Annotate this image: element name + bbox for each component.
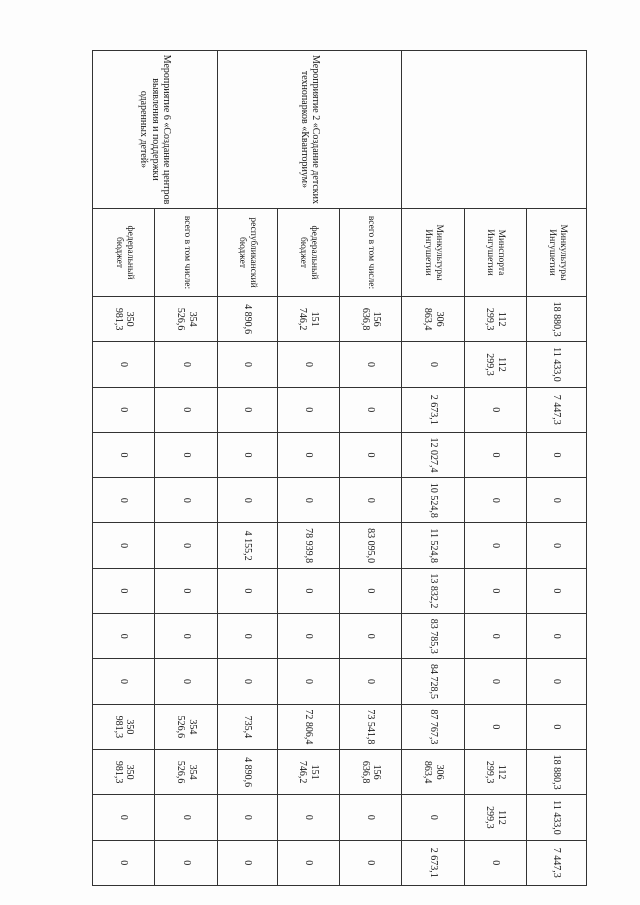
value-cell: 0 [155,659,217,704]
row-label-cell: Минкультуры Ингушетии [527,209,587,297]
value-cell: 350 981,3 [93,704,155,749]
value-cell: 0 [277,568,339,613]
value-cell: 0 [155,342,217,387]
value-cell: 354 526,6 [155,297,217,342]
table-row [155,51,217,886]
value-cell: 2 673,1 [402,840,464,885]
value-cell: 350 981,3 [93,297,155,342]
row-label-cell: всего в том числе: [340,209,402,297]
value-cell: 0 [277,840,339,885]
value-cell: 0 [277,795,339,840]
value-cell: 350 981,3 [93,749,155,794]
row-label-cell: республиканский бюджет [217,209,277,297]
value-cell: 354 526,6 [155,749,217,794]
value-cell: 0 [464,840,526,885]
value-cell: 0 [277,478,339,523]
value-cell: 0 [340,614,402,659]
value-cell: 0 [217,614,277,659]
value-cell: 306 863,4 [402,297,464,342]
value-cell: 112 299,3 [464,297,526,342]
value-cell: 18 880,3 [527,749,587,794]
event-cell: Мероприятие 6 «Создание центров выявления и поддержки одаренных детей» [93,51,218,209]
value-cell: 0 [464,568,526,613]
value-cell: 0 [93,432,155,477]
value-cell: 0 [340,478,402,523]
value-cell: 0 [464,614,526,659]
row-label-cell: Минкультуры Ингушетии [402,209,464,297]
value-cell: 0 [93,840,155,885]
value-cell: 4 890,6 [217,749,277,794]
value-cell: 0 [527,614,587,659]
value-cell: 112 299,3 [464,749,526,794]
value-cell: 7 447,3 [527,387,587,432]
value-cell: 7 447,3 [527,840,587,885]
value-cell: 0 [340,659,402,704]
value-cell: 0 [155,387,217,432]
value-cell: 2 673,1 [402,387,464,432]
budget-table [92,50,587,886]
value-cell: 0 [93,523,155,568]
value-cell: 73 541,8 [340,704,402,749]
value-cell: 0 [155,568,217,613]
value-cell: 0 [155,523,217,568]
value-cell: 735,4 [217,704,277,749]
value-cell: 151 746,2 [277,749,339,794]
value-cell: 0 [527,432,587,477]
value-cell: 0 [93,795,155,840]
value-cell: 0 [217,795,277,840]
event-cell [402,51,587,209]
value-cell: 83 785,3 [402,614,464,659]
value-cell: 0 [217,478,277,523]
value-cell: 11 433,0 [527,342,587,387]
value-cell: 156 636,8 [340,297,402,342]
value-cell: 0 [93,478,155,523]
value-cell: 0 [93,568,155,613]
value-cell: 0 [402,795,464,840]
value-cell: 12 027,4 [402,432,464,477]
value-cell: 0 [217,342,277,387]
value-cell: 4 890,6 [217,297,277,342]
value-cell: 0 [402,342,464,387]
value-cell: 0 [155,614,217,659]
value-cell: 0 [277,659,339,704]
value-cell: 0 [527,478,587,523]
value-cell: 0 [464,478,526,523]
value-cell: 0 [217,387,277,432]
value-cell: 4 155,2 [217,523,277,568]
value-cell: 156 636,8 [340,749,402,794]
event-cell: Мероприятие 2 «Создание детских технопарков «Кванториум» [217,51,402,209]
value-cell: 72 806,4 [277,704,339,749]
value-cell: 0 [217,840,277,885]
row-label-cell: федеральный бюджет [93,209,155,297]
value-cell: 0 [527,659,587,704]
value-cell: 0 [93,342,155,387]
value-cell: 83 095,0 [340,523,402,568]
value-cell: 0 [277,342,339,387]
value-cell: 78 939,8 [277,523,339,568]
value-cell: 0 [527,704,587,749]
value-cell: 0 [464,659,526,704]
value-cell: 0 [155,840,217,885]
value-cell: 0 [217,659,277,704]
value-cell: 306 863,4 [402,749,464,794]
value-cell: 0 [464,523,526,568]
value-cell: 0 [464,387,526,432]
value-cell: 84 728,5 [402,659,464,704]
value-cell: 0 [155,432,217,477]
value-cell: 0 [93,659,155,704]
value-cell: 0 [464,432,526,477]
value-cell: 87 767,3 [402,704,464,749]
row-label-cell: Минспорта Ингушетии [464,209,526,297]
value-cell: 11 433,0 [527,795,587,840]
value-cell: 151 746,2 [277,297,339,342]
value-cell: 0 [464,704,526,749]
value-cell: 0 [340,387,402,432]
value-cell: 112 299,3 [464,795,526,840]
value-cell: 0 [340,568,402,613]
value-cell: 0 [155,795,217,840]
value-cell: 0 [217,432,277,477]
value-cell: 0 [93,614,155,659]
table-row [340,51,402,886]
value-cell: 0 [277,432,339,477]
table-row [527,51,587,886]
value-cell: 0 [340,795,402,840]
value-cell: 0 [277,387,339,432]
value-cell: 112 299,3 [464,342,526,387]
value-cell: 0 [93,387,155,432]
value-cell: 13 832,2 [402,568,464,613]
value-cell: 0 [340,840,402,885]
value-cell: 0 [217,568,277,613]
value-cell: 0 [527,523,587,568]
value-cell: 0 [340,342,402,387]
value-cell: 0 [155,478,217,523]
row-label-cell: всего в том числе: [155,209,217,297]
value-cell: 10 524,8 [402,478,464,523]
row-label-cell: федеральный бюджет [277,209,339,297]
value-cell: 0 [527,568,587,613]
value-cell: 0 [277,614,339,659]
rotated-table-wrapper [92,50,587,885]
value-cell: 354 526,6 [155,704,217,749]
value-cell: 18 880,3 [527,297,587,342]
value-cell: 0 [340,432,402,477]
value-cell: 11 524,8 [402,523,464,568]
